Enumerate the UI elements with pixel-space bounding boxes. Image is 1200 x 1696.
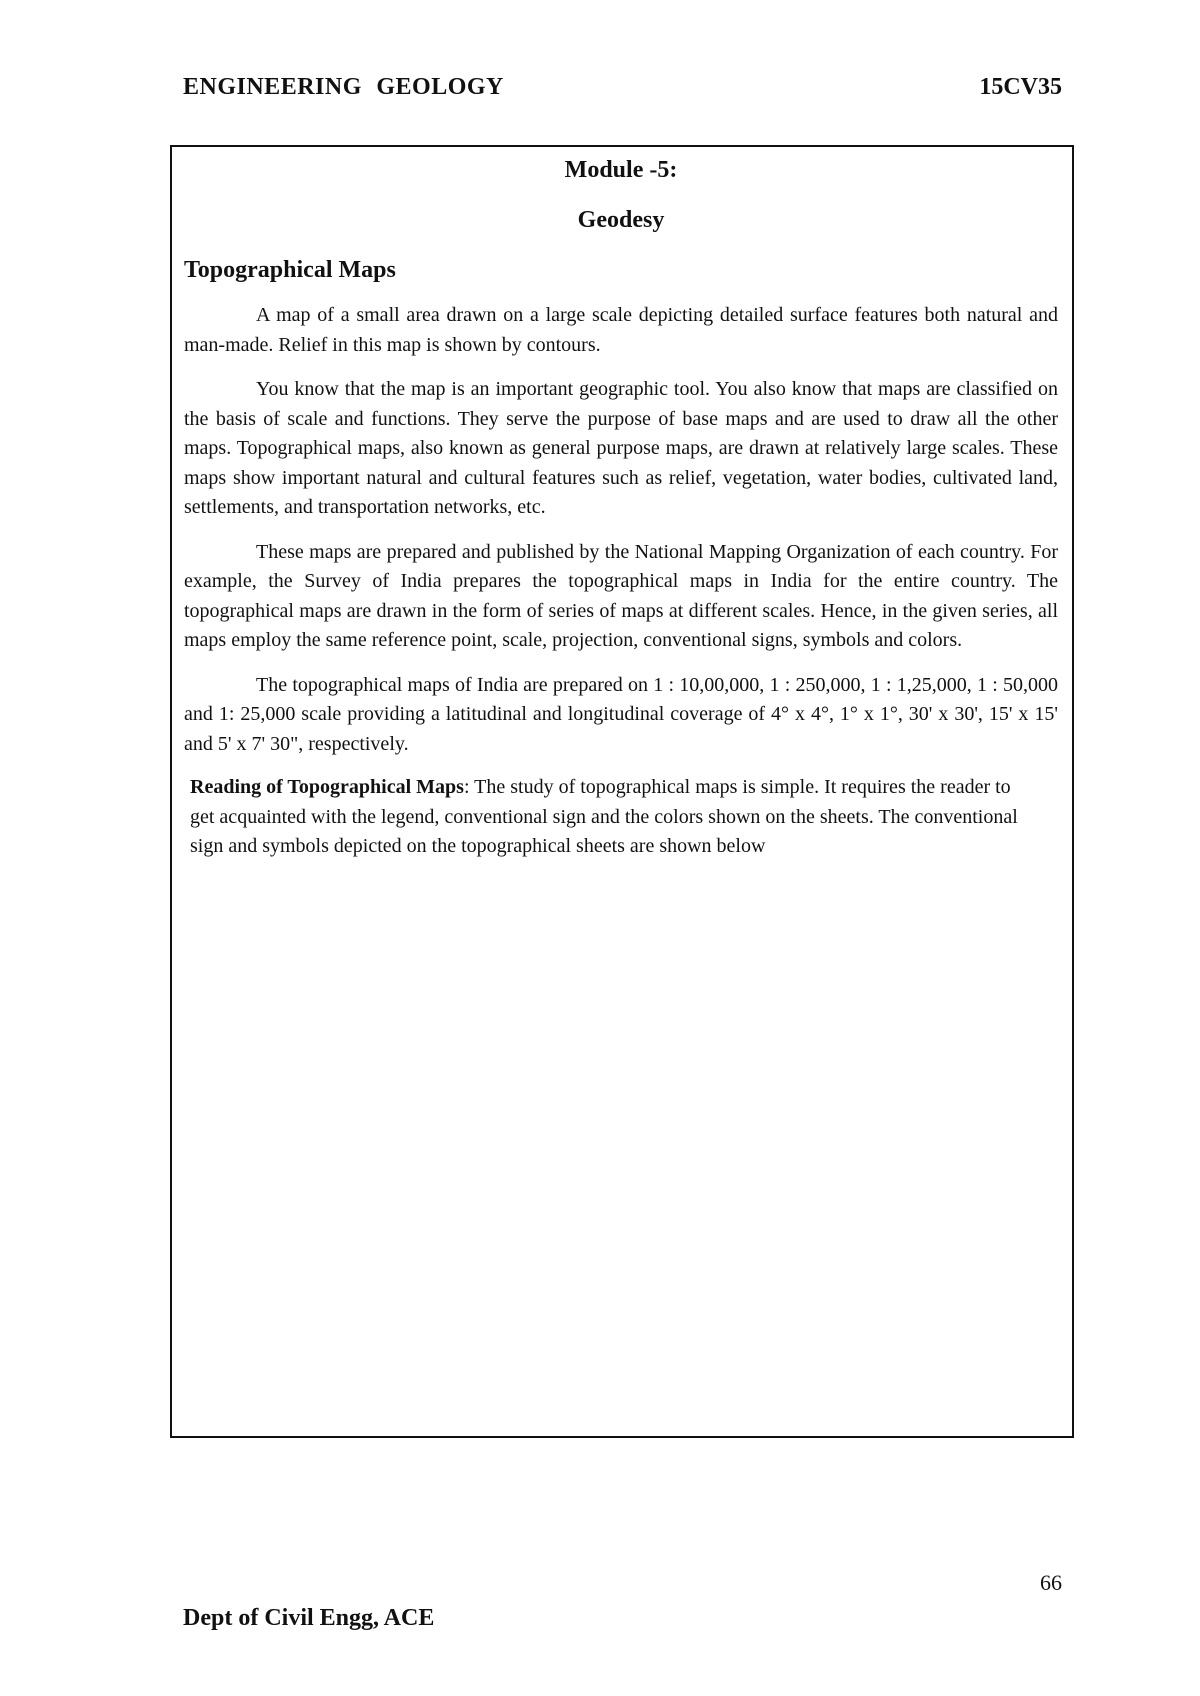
paragraph-overview: You know that the map is an important geographic tool. You also know that maps are classified on the basis of scale and functions. They serve the purpose of base maps and are used to draw all the other maps. Topographical maps, also known as general purpose maps, are drawn at relatively large scales. These maps show important natural and cultural features such as relief, vegetation, water bodies, cultivated land, settlements, and transportation networks, etc. [184,378,1058,518]
module-title: Module -5: [564,157,678,183]
reading-text: : The study of topographical maps is simple. It requires the reader to get acquainted with the legend, conventional sign and the colors shown on the sheets. The conventional sign and symbols depicted on the topographical sheets are shown below [190,776,1018,857]
paragraph-definition: A map of a small area drawn on a large scale depicting detailed surface features both natural and man-made. Relief in this map is shown by contours. [184,304,1058,356]
header-title: ENGINEERING GEOLOGY [183,74,504,100]
course-code: 15CV35 [979,74,1062,100]
footer-department: Dept of Civil Engg, ACE [183,1605,435,1631]
section-heading: Topographical Maps [184,257,396,283]
paragraph-reading [184,773,1030,862]
page-number: 66 [1040,1570,1062,1595]
content-frame [170,145,1074,1438]
reading-label: Reading of Topographical Maps [190,776,464,798]
paragraph-scales: The topographical maps of India are prepared on 1 : 10,00,000, 1 : 250,000, 1 : 1,25,000, 1 : 50,000 and 1: 25,000 scale providing a latitudinal and longitudinal coverage of 4° x 4°, 1° x 1°, 30' x 30', 15' x 15' and 5' x 7' 30", respectively. [184,673,1058,755]
content-body [184,147,1058,862]
paragraph-publication: These maps are prepared and published by the National Mapping Organization of each country. For example, the Survey of India prepares the topographical maps in India for the entire country. The topographical maps are drawn in the form of series of maps at different scales. Hence, in the given series, all maps employ the same reference point, scale, projection, conventional signs, symbols and colors. [184,540,1058,651]
module-subtitle: Geodesy [577,207,665,233]
